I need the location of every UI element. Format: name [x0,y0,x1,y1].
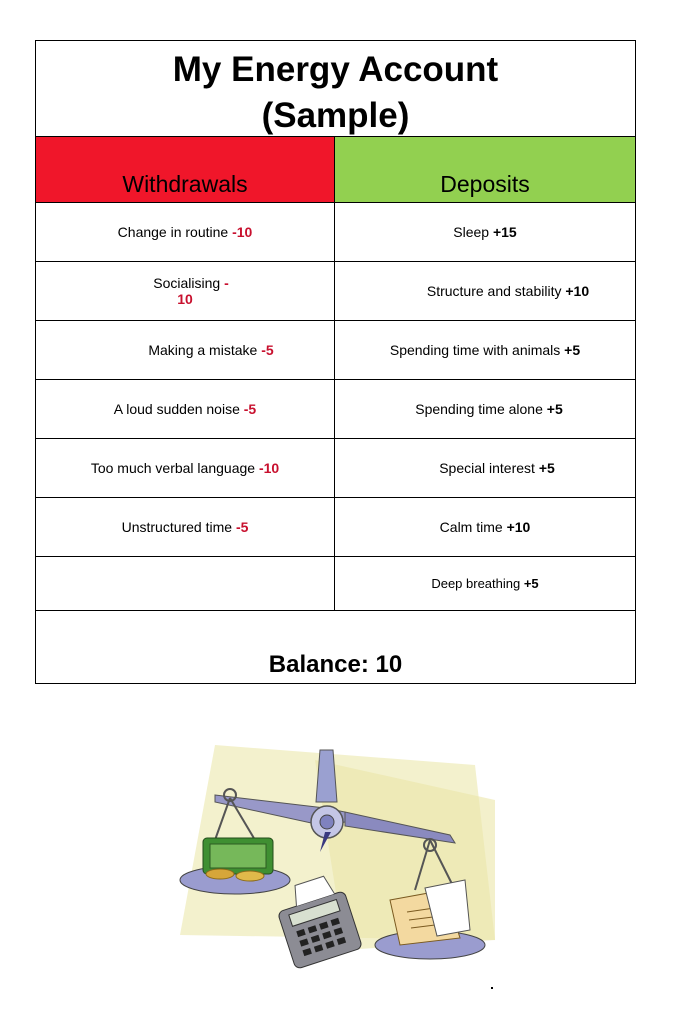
withdrawal-value-continued: 10 [177,291,193,307]
withdrawal-value: -5 [243,401,257,417]
withdrawal-cell [36,380,335,438]
deposit-value: +5 [564,342,581,358]
deposit-label: Calm time [439,519,507,535]
balance-row [36,611,635,683]
balance-total: Balance: 10 [268,651,403,678]
table-row [36,321,635,380]
deposit-value: +15 [492,224,517,240]
deposit-cell [335,557,635,610]
deposits-header-label: Deposits [440,171,530,197]
withdrawal-cell-empty [36,557,335,610]
table-row [36,498,635,557]
deposit-label: Special interest [439,460,539,476]
page-title: My Energy Account [172,50,499,89]
deposit-cell [335,380,635,438]
withdrawal-label: Unstructured time [121,519,236,535]
withdrawal-value: -10 [232,224,253,240]
page-subtitle: (Sample) [261,96,410,135]
deposits-header [335,137,635,202]
withdrawal-label: A loud sudden noise [113,401,244,417]
stray-mark [491,987,493,989]
deposit-label: Sleep [453,224,493,240]
deposit-value: +10 [565,283,590,299]
withdrawal-cell [36,321,335,379]
deposit-label: Spending time with animals [389,342,565,358]
withdrawal-value: -5 [261,342,274,358]
withdrawal-label: Change in routine [117,224,233,240]
deposit-label: Structure and stability [426,283,566,299]
deposit-label: Deep breathing [431,576,524,591]
withdrawal-cell [36,203,335,261]
balance-scale-money-icon [175,740,495,990]
deposit-value: +5 [546,401,563,417]
deposit-value: +5 [538,460,555,476]
withdrawal-label: Making a mistake [148,342,262,358]
withdrawal-cell [36,498,335,556]
deposit-label: Spending time alone [415,401,547,417]
table-row [36,380,635,439]
withdrawal-label: Too much verbal language [90,460,259,476]
withdrawal-label: Socialising [153,275,225,291]
deposit-cell [335,321,635,379]
energy-account-table [35,40,636,684]
table-row [36,203,635,262]
withdrawal-cell [36,262,335,320]
deposit-cell [335,498,635,556]
title-block [36,41,635,137]
deposit-cell [335,203,635,261]
deposit-value: +5 [523,576,539,591]
column-headers [36,137,635,203]
withdrawal-value: -10 [258,460,280,476]
deposit-value: +10 [506,519,531,535]
deposit-cell [335,439,635,497]
withdrawals-header-label: Withdrawals [122,171,248,197]
withdrawal-cell [36,439,335,497]
withdrawal-value: - [224,275,229,291]
table-row [36,557,635,611]
withdrawal-value: -5 [235,519,249,535]
deposit-cell [335,262,635,320]
table-row [36,439,635,498]
withdrawals-header [36,137,335,202]
table-row [36,262,635,321]
